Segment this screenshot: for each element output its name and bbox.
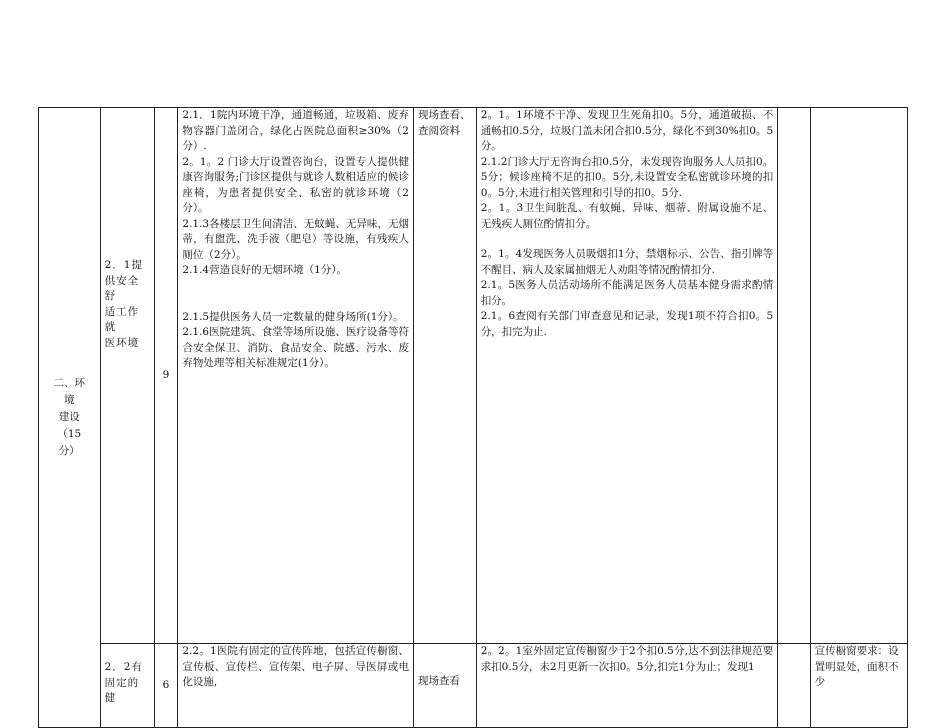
table-row <box>39 644 908 728</box>
deduction-item: 2.1.2门诊大厅无咨询台扣0.5分，未发现咨询服务人人员扣0。5分；候诊座椅不足的扣0。5分,未设置安全私密就诊环境的扣0。5分,未进行相关管理和引导的扣0。5分. <box>480 155 774 199</box>
method-cell: 现场查看 <box>414 644 477 728</box>
subitem-label: 2．2有 固定的健 <box>104 661 143 704</box>
standard-item: 2.2。1医院有固定的宣传阵地，包括宣传橱窗、宣传板、宣传栏、宣传架、电子屏、导医屏或电化设施, <box>182 645 409 688</box>
spacer <box>481 232 774 247</box>
standard-item: 2.1.6医院建筑、食堂等场所设施、医疗设备等符合安全保卫、消防、食品安全、院感、污水、废弃物处理等相关标准规定(1分）。 <box>182 326 409 369</box>
standard-item: 2.1.3各楼层卫生间清洁、无蚊蝇、无异味，无烟蒂，有盥洗、洗手液（肥皂）等设施，有残疾人厕位（2分）。 <box>182 217 409 261</box>
deduction-item: 2.1。6查阅有关部门审查意见和记录，发现1项不符合扣0。5分，扣完为止. <box>480 310 774 338</box>
evaluation-table <box>38 107 908 728</box>
category-label: 二、环 境 建设 （15 分） <box>53 377 86 457</box>
subitem-cell <box>100 108 154 644</box>
table-row <box>39 108 908 644</box>
blank-cell <box>778 644 810 728</box>
deduction-item: 2。1。1环境不干净、发现卫生死角扣0。5分，通道破损、不通畅扣0.5分，垃圾门盖未闭合扣0.5分，绿化不到30%扣0。5分。 <box>480 109 774 152</box>
deduction-cell <box>476 644 778 728</box>
method-cell: 现场查看、查阅资料 <box>414 108 477 644</box>
note-cell: 宣传橱窗要求：设置明显处，面积不少 <box>810 644 907 728</box>
standard-item: 2.1.4营造良好的无烟环境（1分）。 <box>182 264 348 276</box>
deduction-item: 2.1。5医务人员活动场所不能满足医务人员基本健身需求酌情扣分。 <box>480 279 774 307</box>
standard-item: 2.1．1院内环境干净，通道畅通，垃圾箱、废弃物容器门盖闭合，绿化占医院总面积≥30%（2分）. <box>182 109 409 152</box>
blank-cell <box>778 108 810 644</box>
deduction-cell <box>476 108 778 644</box>
deduction-item: 2。1。4发现医务人员吸烟扣1分，禁烟标示、公告、指引牌等不醒目、病人及家属抽烟无人劝阻等情况酌情扣分. <box>480 248 774 276</box>
standard-cell <box>178 108 414 644</box>
subitem-label: 2．1提 供安全舒 适工作就 医环境 <box>104 259 143 349</box>
deduction-item: 2。1。3卫生间脏乱、有蚊蝇、异味、烟蒂、附属设施不足、无残疾人厕位酌情扣分。 <box>480 202 774 230</box>
category-cell <box>39 108 101 728</box>
note-cell <box>810 108 907 644</box>
deduction-item: 2。2。1室外固定宣传橱窗少于2个扣0.5分,达不到法律规范要求扣0.5分，未2月更新一次扣0。5分,扣完1分为止；发现1 <box>480 645 774 673</box>
standard-cell <box>178 644 414 728</box>
spacer <box>182 279 409 310</box>
score-cell: 9 <box>154 108 178 644</box>
standard-item: 2.1.5提供医务人员一定数量的健身场所(1分）。 <box>182 310 404 323</box>
score-cell: 6 <box>154 644 178 728</box>
standard-item: 2。1。2 门诊大厅设置咨询台，设置专人提供健康咨询服务;门诊区提供与就诊人数相适应的候诊座椅，为患者提供安全、私密的就诊环境（2分）。 <box>182 155 409 214</box>
subitem-cell <box>100 644 154 728</box>
